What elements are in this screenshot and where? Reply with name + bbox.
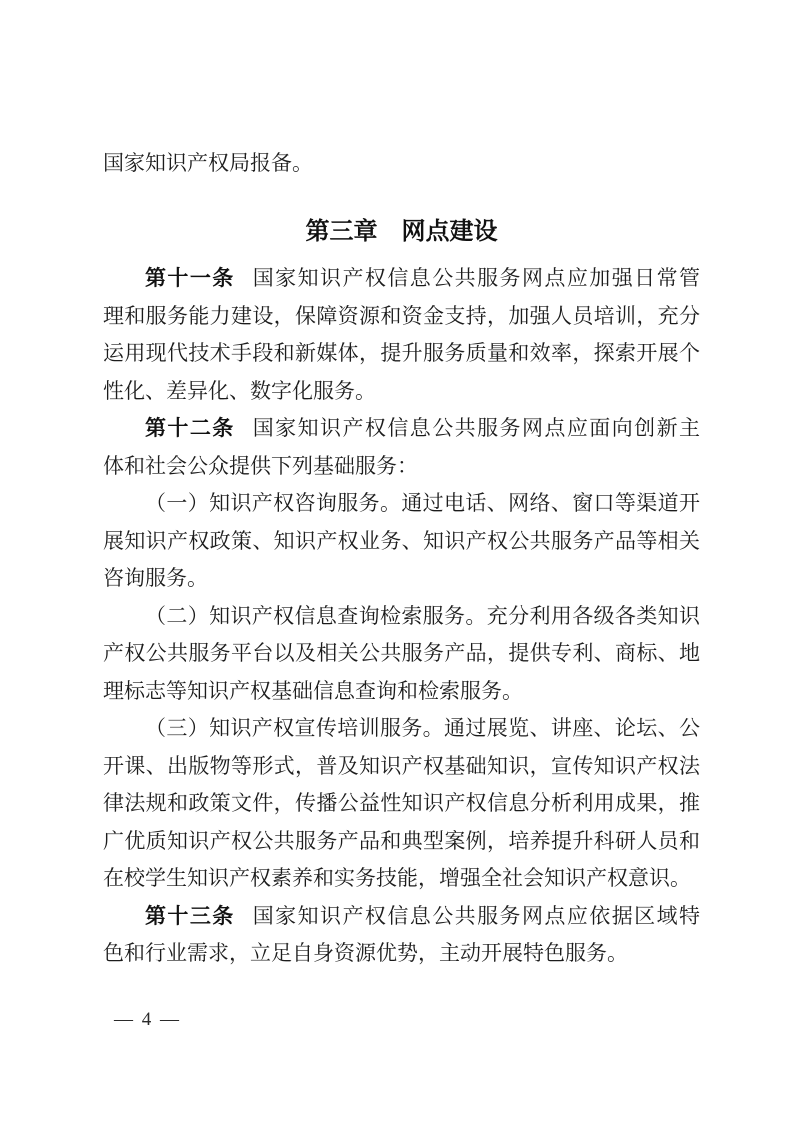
- article-number: 第十一条: [145, 267, 235, 290]
- document-body: [103, 260, 700, 973]
- text-line: 理标志等知识产权基础信息查询和检索服务。: [103, 678, 523, 703]
- paragraph-intro: 国家知识产权局报备。: [103, 151, 313, 175]
- text-line: 运用现代技术手段和新媒体，提升服务质量和效率，探索开展个: [103, 341, 700, 365]
- text-line: [103, 898, 700, 936]
- text-segment: 国家知识产权信息公共服务网点应依据区域特: [252, 903, 701, 928]
- text-line: 理和服务能力建设，保障资源和资金支持，加强人员培训，充分: [103, 303, 700, 328]
- chapter-heading: 第三章 网点建设: [305, 218, 498, 245]
- text-line: 体和社会公众提供下列基础服务：: [103, 453, 418, 478]
- text-line: 广优质知识产权公共服务产品和典型案例，培养提升科研人员和: [103, 828, 700, 853]
- text-segment: 国家知识产权信息公共服务网点应面向创新主: [252, 416, 701, 440]
- text-line: 咨询服务。: [103, 566, 208, 590]
- text-line: （二）知识产权信息查询检索服务。充分利用各级各类知识: [145, 603, 700, 628]
- text-line: [103, 410, 700, 448]
- text-line: 性化、差异化、数字化服务。: [103, 378, 376, 403]
- text-line: 展知识产权政策、知识产权业务、知识产权公共服务产品等相关: [103, 528, 700, 553]
- text-line: 在校学生知识产权素养和实务技能，增强全社会知识产权意识。: [103, 866, 691, 890]
- text-line: [103, 260, 700, 298]
- text-line: （一）知识产权咨询服务。通过电话、网络、窗口等渠道开: [145, 491, 700, 515]
- text-line: 律法规和政策文件，传播公益性知识产权信息分析利用成果，推: [103, 791, 700, 815]
- text-segment: 国家知识产权信息公共服务网点应加强日常管: [252, 266, 701, 290]
- text-line: 开课、出版物等形式，普及知识产权基础知识，宣传知识产权法: [103, 753, 700, 778]
- text-line: 产权公共服务平台以及相关公共服务产品，提供专利、商标、地: [103, 641, 700, 665]
- article-number: 第十二条: [145, 417, 235, 440]
- text-line: 色和行业需求，立足自身资源优势，主动开展特色服务。: [103, 941, 628, 965]
- article-number: 第十三条: [145, 904, 235, 928]
- page-number: — 4 —: [114, 1009, 181, 1030]
- text-line: （三）知识产权宣传培训服务。通过展览、讲座、论坛、公: [145, 716, 700, 740]
